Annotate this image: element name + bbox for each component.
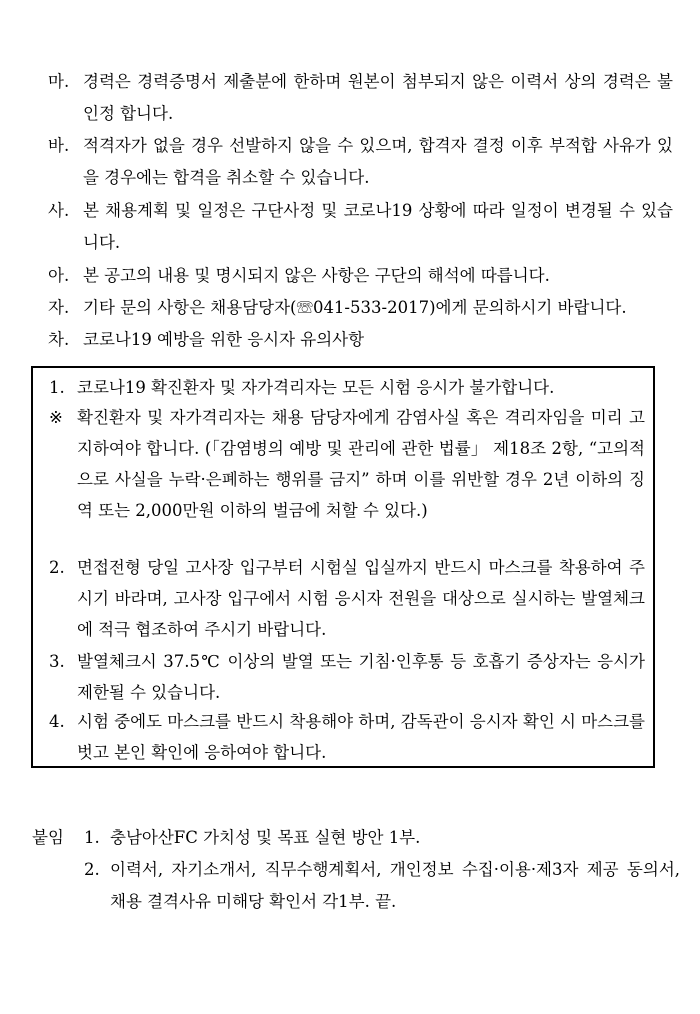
attachment-item-2	[32, 854, 680, 918]
box-item-4	[49, 706, 645, 768]
item-label: 마.	[48, 72, 70, 91]
item-label: 차.	[48, 330, 70, 349]
box-item-text: 시험 중에도 마스크를 반드시 착용해야 하며, 감독관이 응시자 확인 시 마스크를 벗고 본인 확인에 응하여야 합니다.	[77, 712, 645, 762]
item-text: 경력은 경력증명서 제출분에 한하며 원본이 첨부되지 않은 이력서 상의 경력은 불인정 합니다.	[83, 72, 673, 123]
box-item-label: 3.	[49, 652, 65, 671]
box-item-3	[49, 646, 645, 708]
item-text: 코로나19 예방을 위한 응시자 유의사항	[83, 330, 365, 349]
box-item-text: 발열체크시 37.5℃ 이상의 발열 또는 기침·인후통 등 호흡기 증상자는 응시가 제한될 수 있습니다.	[77, 652, 645, 702]
box-item-text: 면접전형 당일 고사장 입구부터 시험실 입실까지 반드시 마스크를 착용하여 주시기 바라며, 고사장 입구에서 시험 응시자 전원을 대상으로 실시하는 발열체크에 적극 협조하여 주시기 바랍니다.	[77, 558, 645, 639]
attachment-text: 이력서, 자기소개서, 직무수행계획서, 개인정보 수집·이용·제3자 제공 동의서, 채용 결격사유 미해당 확인서 각1부. 끝.	[110, 860, 680, 911]
attachment-label: 2.	[84, 860, 100, 879]
box-item-text: 코로나19 확진환자 및 자가격리자는 모든 시험 응시가 불가합니다.	[77, 378, 555, 397]
box-item-label: 4.	[49, 712, 65, 731]
list-item-sa	[48, 195, 673, 259]
list-item-a	[48, 260, 673, 292]
list-item-ja	[48, 292, 673, 324]
box-item-2	[49, 552, 645, 645]
box-item-label: 2.	[49, 558, 65, 577]
attachments-heading: 붙임	[32, 828, 64, 847]
box-item-note	[49, 402, 645, 526]
box-item-label: 1.	[49, 378, 65, 397]
notice-box	[31, 366, 655, 768]
item-text: 본 채용계획 및 일정은 구단사정 및 코로나19 상황에 따라 일정이 변경될 수 있습니다.	[83, 201, 673, 252]
attachment-label: 1.	[84, 828, 100, 847]
item-label: 바.	[48, 136, 70, 155]
list-item-ma	[48, 66, 673, 130]
item-label: 사.	[48, 201, 70, 220]
item-text: 적격자가 없을 경우 선발하지 않을 수 있으며, 합격자 결정 이후 부적합 사유가 있을 경우에는 합격을 취소할 수 있습니다.	[83, 136, 673, 187]
list-item-ba	[48, 130, 673, 194]
attachment-text: 충남아산FC 가치성 및 목표 실현 방안 1부.	[110, 828, 421, 847]
attachment-item-1	[32, 822, 680, 854]
box-item-text: 확진환자 및 자가격리자는 채용 담당자에게 감염사실 혹은 격리자임을 미리 고지하여야 합니다. (「감염병의 예방 및 관리에 관한 법률」 제18조 2항, “고의적으로 사실을 누락·은폐하는 행위를 금지” 하며 이를 위반할 경우 2년 이하의 징역 또는 2,000만원 이하의 벌금에 처할 수 있다.)	[77, 408, 645, 520]
box-item-label: ※	[49, 408, 63, 427]
item-text: 본 공고의 내용 및 명시되지 않은 사항은 구단의 해석에 따릅니다.	[83, 266, 550, 285]
box-item-1	[49, 372, 645, 403]
item-label: 아.	[48, 266, 70, 285]
item-text: 기타 문의 사항은 채용담당자(☏041-533-2017)에게 문의하시기 바랍니다.	[83, 298, 627, 317]
item-label: 자.	[48, 298, 70, 317]
attachments-section	[32, 822, 680, 918]
list-item-cha	[48, 324, 673, 356]
